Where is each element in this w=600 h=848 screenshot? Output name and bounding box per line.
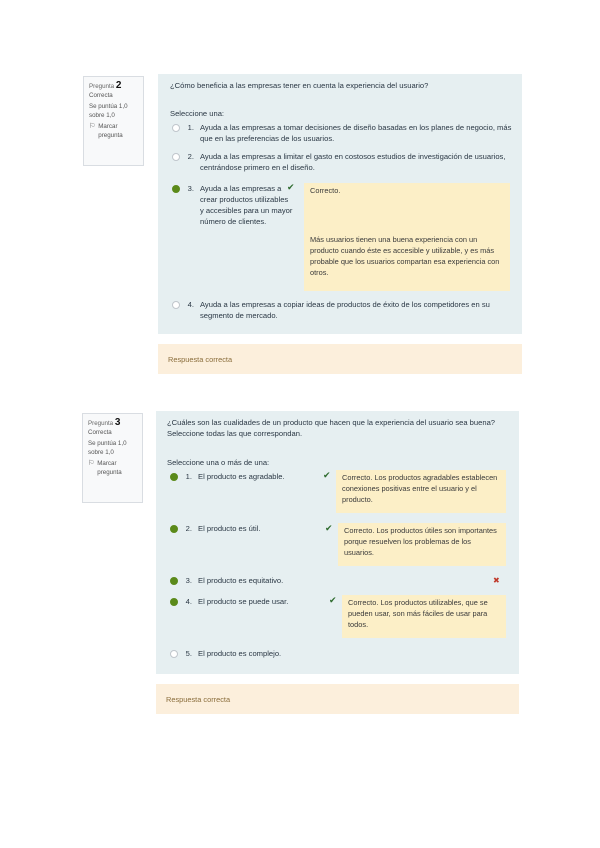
incorrect-x-icon: ✖ — [493, 576, 500, 585]
option-text: El producto se puede usar. — [198, 597, 289, 606]
answer-option[interactable] — [172, 151, 512, 173]
question-number — [89, 81, 138, 91]
question-info — [83, 76, 144, 166]
correct-check-icon: ✔ — [287, 182, 295, 192]
correct-check-icon: ✔ — [329, 595, 337, 605]
question-info — [82, 413, 143, 503]
answer-feedback: Correcto. Los productos agradables establecen conexiones positivas entre el usuario y el producto. — [336, 470, 506, 513]
answer-option[interactable] — [170, 596, 330, 607]
flag-icon: ⚐ — [88, 460, 95, 467]
radio-button-selected[interactable] — [172, 185, 180, 193]
question-state: Correcta — [89, 92, 113, 99]
option-number: 3. — [185, 576, 192, 585]
radio-button[interactable] — [172, 124, 180, 132]
checkbox-checked[interactable] — [170, 577, 178, 585]
correct-check-icon: ✔ — [325, 523, 333, 533]
radio-button[interactable] — [172, 301, 180, 309]
feedback-title: Correcto. — [310, 186, 341, 195]
option-text: El producto es complejo. — [198, 649, 282, 658]
option-text: Ayuda a las empresas a limitar el gasto en costosos estudios de investigación de usuarios, centrándose primero en el diseño. — [200, 152, 506, 172]
answer-prompt: Seleccione una: — [170, 109, 225, 118]
question-content — [156, 411, 519, 674]
option-number: 3. — [187, 184, 194, 193]
checkbox-checked[interactable] — [170, 525, 178, 533]
question-label: Pregunta — [88, 420, 114, 427]
checkbox-checked[interactable] — [170, 598, 178, 606]
answer-feedback — [304, 183, 510, 291]
question-content — [158, 74, 522, 334]
flag-label: Marcar pregunta — [97, 460, 122, 476]
answer-option[interactable] — [172, 122, 512, 144]
outcome-text: Respuesta correcta — [168, 354, 233, 364]
question-number — [88, 418, 137, 428]
checkbox[interactable] — [170, 650, 178, 658]
answer-option[interactable] — [172, 183, 294, 227]
flag-icon: ⚐ — [89, 123, 96, 130]
option-number: 2. — [187, 152, 194, 161]
option-number: 2. — [185, 524, 192, 533]
option-text: Ayuda a las empresas a copiar ideas de productos de éxito de los competidores en su segmento de mercado. — [200, 300, 490, 320]
feedback-body: Más usuarios tienen una buena experiencia con un producto cuando éste es accesible y utilizable, y es más probable que los usuarios compartan esa experiencia con otros. — [310, 235, 500, 277]
checkbox-checked[interactable] — [170, 473, 178, 481]
answer-option[interactable] — [172, 299, 492, 321]
answer-option[interactable] — [170, 648, 330, 659]
question-outcome — [156, 684, 519, 714]
option-number: 4. — [187, 300, 194, 309]
flag-label: Marcar pregunta — [98, 123, 123, 139]
answer-feedback: Correcto. Los productos utilizables, que se pueden usar, son más fáciles de usar para todos. — [342, 595, 506, 638]
option-text: Ayuda a las empresas a tomar decisiones de diseño basadas en los planes de negocio, más que en las preferencias de los usuarios. — [200, 123, 512, 143]
option-number: 4. — [185, 597, 192, 606]
answer-prompt: Seleccione una o más de una: — [167, 458, 270, 467]
radio-button[interactable] — [172, 153, 180, 161]
question-grade: Se puntúa 1,0 sobre 1,0 — [89, 103, 128, 119]
option-text: El producto es agradable. — [198, 472, 285, 481]
correct-check-icon: ✔ — [323, 470, 331, 480]
question-number-value: 3 — [114, 417, 121, 428]
question-label: Pregunta — [89, 83, 115, 90]
option-text: Ayuda a las empresas a crear productos utilizables y accesibles para un mayor número de clientes. — [200, 184, 293, 226]
flag-question-link[interactable] — [88, 459, 137, 477]
question-outcome — [158, 344, 522, 374]
question-text: ¿Cómo beneficia a las empresas tener en cuenta la experiencia del usuario? — [170, 81, 429, 90]
question-grade: Se puntúa 1,0 sobre 1,0 — [88, 440, 127, 456]
option-number: 5. — [185, 649, 192, 658]
option-number: 1. — [187, 123, 194, 132]
option-text: El producto es equitativo. — [198, 576, 284, 585]
option-text: El producto es útil. — [198, 524, 261, 533]
flag-question-link[interactable] — [89, 122, 138, 140]
answer-option[interactable] — [170, 523, 320, 534]
option-number: 1. — [185, 472, 192, 481]
answer-option[interactable] — [170, 575, 320, 586]
answer-feedback: Correcto. Los productos útiles son importantes porque resuelven los problemas de los usuarios. — [338, 523, 506, 566]
outcome-text: Respuesta correcta — [166, 694, 231, 704]
question-state: Correcta — [88, 429, 112, 436]
answer-option[interactable] — [170, 471, 320, 482]
question-text: ¿Cuáles son las cualidades de un producto que hacen que la experiencia del usuario sea buena? Seleccione todas las que correspondan. — [167, 418, 496, 438]
question-number-value: 2 — [115, 80, 122, 91]
